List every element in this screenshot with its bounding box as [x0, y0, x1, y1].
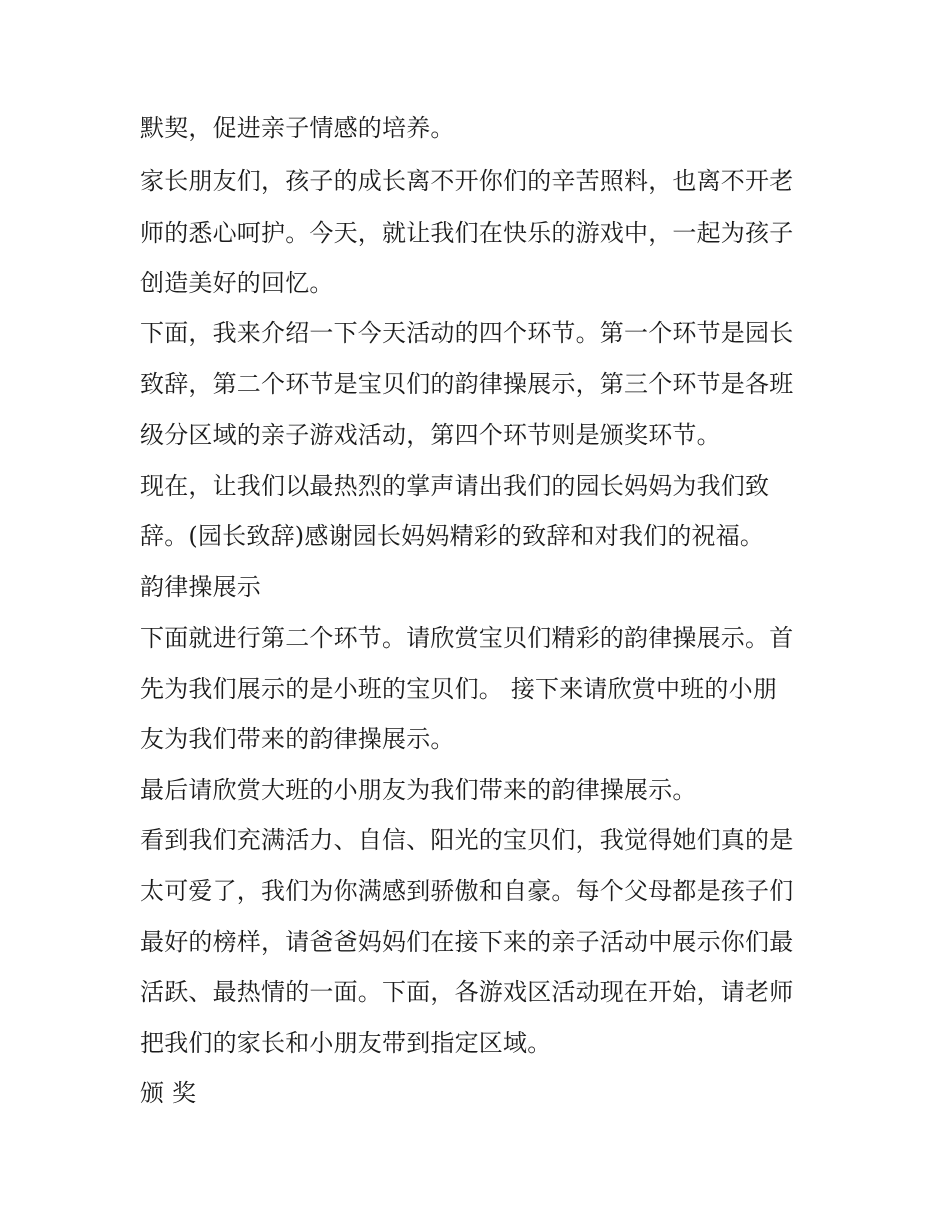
text-line: 下面，我来介绍一下今天活动的四个环节。第一个环节是园长 — [140, 319, 794, 347]
text-line: 辞。(园长致辞)感谢园长妈妈精彩的致辞和对我们的祝福。 — [140, 522, 765, 550]
text-line: 下面就进行第二个环节。请欣赏宝贝们精彩的韵律操展示。首 — [140, 624, 794, 652]
text-line: 太可爱了，我们为你满感到骄傲和自豪。每个父母都是孩子们 — [140, 877, 794, 905]
text-line: 活跃、最热情的一面。下面，各游戏区活动现在开始，请老师 — [140, 978, 794, 1006]
text-line: 创造美好的回忆。 — [140, 269, 334, 297]
text-line: 现在，让我们以最热烈的掌声请出我们的园长妈妈为我们致 — [140, 472, 770, 500]
text-line: 友为我们带来的韵律操展示。 — [140, 725, 455, 753]
text-line: 先为我们展示的是小班的宝贝们。 接下来请欣赏中班的小朋 — [140, 675, 778, 703]
text-line: 把我们的家长和小朋友带到指定区域。 — [140, 1029, 552, 1057]
section-heading: 韵律操展示 — [140, 573, 261, 601]
text-line: 致辞，第二个环节是宝贝们的韵律操展示，第三个环节是各班 — [140, 370, 794, 398]
text-line: 师的悉心呵护。今天，就让我们在快乐的游戏中，一起为孩子 — [140, 219, 794, 247]
text-line: 默契，促进亲子情感的培养。 — [140, 114, 455, 142]
text-line: 级分区域的亲子游戏活动，第四个环节则是颁奖环节。 — [140, 421, 721, 449]
text-line: 看到我们充满活力、自信、阳光的宝贝们，我觉得她们真的是 — [140, 826, 794, 854]
text-line: 最后请欣赏大班的小朋友为我们带来的韵律操展示。 — [140, 776, 697, 804]
section-heading: 颁 奖 — [140, 1079, 197, 1107]
text-line: 家长朋友们，孩子的成长离不开你们的辛苦照料，也离不开老 — [140, 167, 794, 195]
text-line: 最好的榜样，请爸爸妈妈们在接下来的亲子活动中展示你们最 — [140, 928, 794, 956]
